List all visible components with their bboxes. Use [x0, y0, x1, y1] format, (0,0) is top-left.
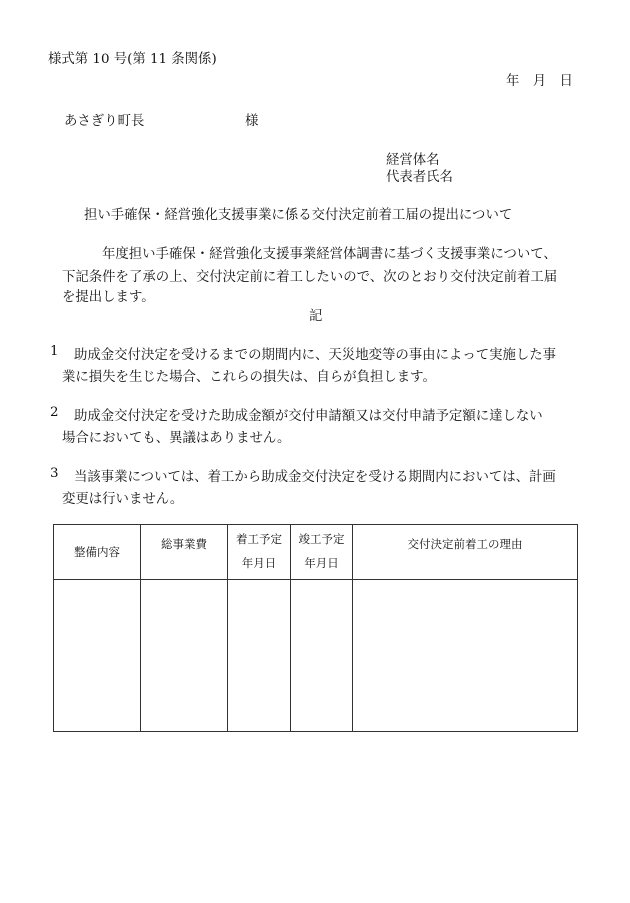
header-cost: [141, 525, 228, 580]
cell-reason[interactable]: [353, 580, 578, 732]
header-end: [291, 525, 353, 580]
header-reason-label: 交付決定前着工の理由: [407, 537, 523, 551]
header-content-label: 整備内容: [74, 545, 120, 559]
date-line: 年 月 日: [506, 74, 573, 89]
cell-end[interactable]: [291, 580, 353, 732]
intro-line-1: 年度担い手確保・経営強化支援事業経営体調書に基づく支援事業について、: [102, 247, 557, 262]
header-reason: [353, 525, 578, 580]
header-cost-label: 総事業費: [161, 537, 207, 551]
sender-org-label: 経営体名: [386, 153, 440, 168]
form-number: 様式第 10 号(第 11 条関係): [48, 52, 217, 67]
header-end-bottom: 年月日: [304, 556, 339, 570]
condition-2-line-2: 場合においても、異議はありません。: [62, 431, 291, 446]
table-row: [54, 580, 578, 732]
ki-heading: 記: [309, 309, 323, 324]
condition-1-number: 1: [50, 344, 59, 359]
header-content: [54, 525, 141, 580]
cell-content[interactable]: [54, 580, 141, 732]
document-title: 担い手確保・経営強化支援事業に係る交付決定前着工届の提出について: [84, 208, 513, 223]
table-header-row: [54, 525, 578, 580]
addressee-name: あさぎり町長: [64, 114, 145, 129]
condition-3-line-2: 変更は行いません。: [62, 492, 184, 507]
condition-2-number: 2: [50, 405, 59, 420]
addressee-honorific: 様: [245, 114, 259, 129]
condition-2-line-1: 助成金交付決定を受けた助成金額が交付申請額又は交付申請予定額に達しない: [74, 409, 543, 424]
intro-line-2: 下記条件を了承の上、交付決定前に着工したいので、次のとおり交付決定前着工届: [62, 270, 558, 285]
sender-rep-label: 代表者氏名: [386, 170, 453, 185]
cell-start[interactable]: [228, 580, 291, 732]
condition-1-line-2: 業に損失を生じた場合、これらの損失は、自らが負担します。: [62, 370, 436, 385]
cell-cost[interactable]: [141, 580, 228, 732]
condition-1-line-1: 助成金交付決定を受けるまでの期間内に、天災地変等の事由によって実施した事: [74, 348, 557, 363]
intro-line-3: を提出します。: [62, 290, 155, 305]
header-end-top: 竣工予定: [298, 532, 345, 546]
header-start-bottom: 年月日: [241, 556, 277, 570]
construction-table: [53, 524, 578, 732]
header-start-top: 着工予定: [236, 532, 282, 546]
condition-3-line-1: 当該事業については、着工から助成金交付決定を受ける期間内においては、計画: [74, 470, 556, 485]
header-start: [228, 525, 291, 580]
condition-3-number: 3: [50, 466, 59, 481]
